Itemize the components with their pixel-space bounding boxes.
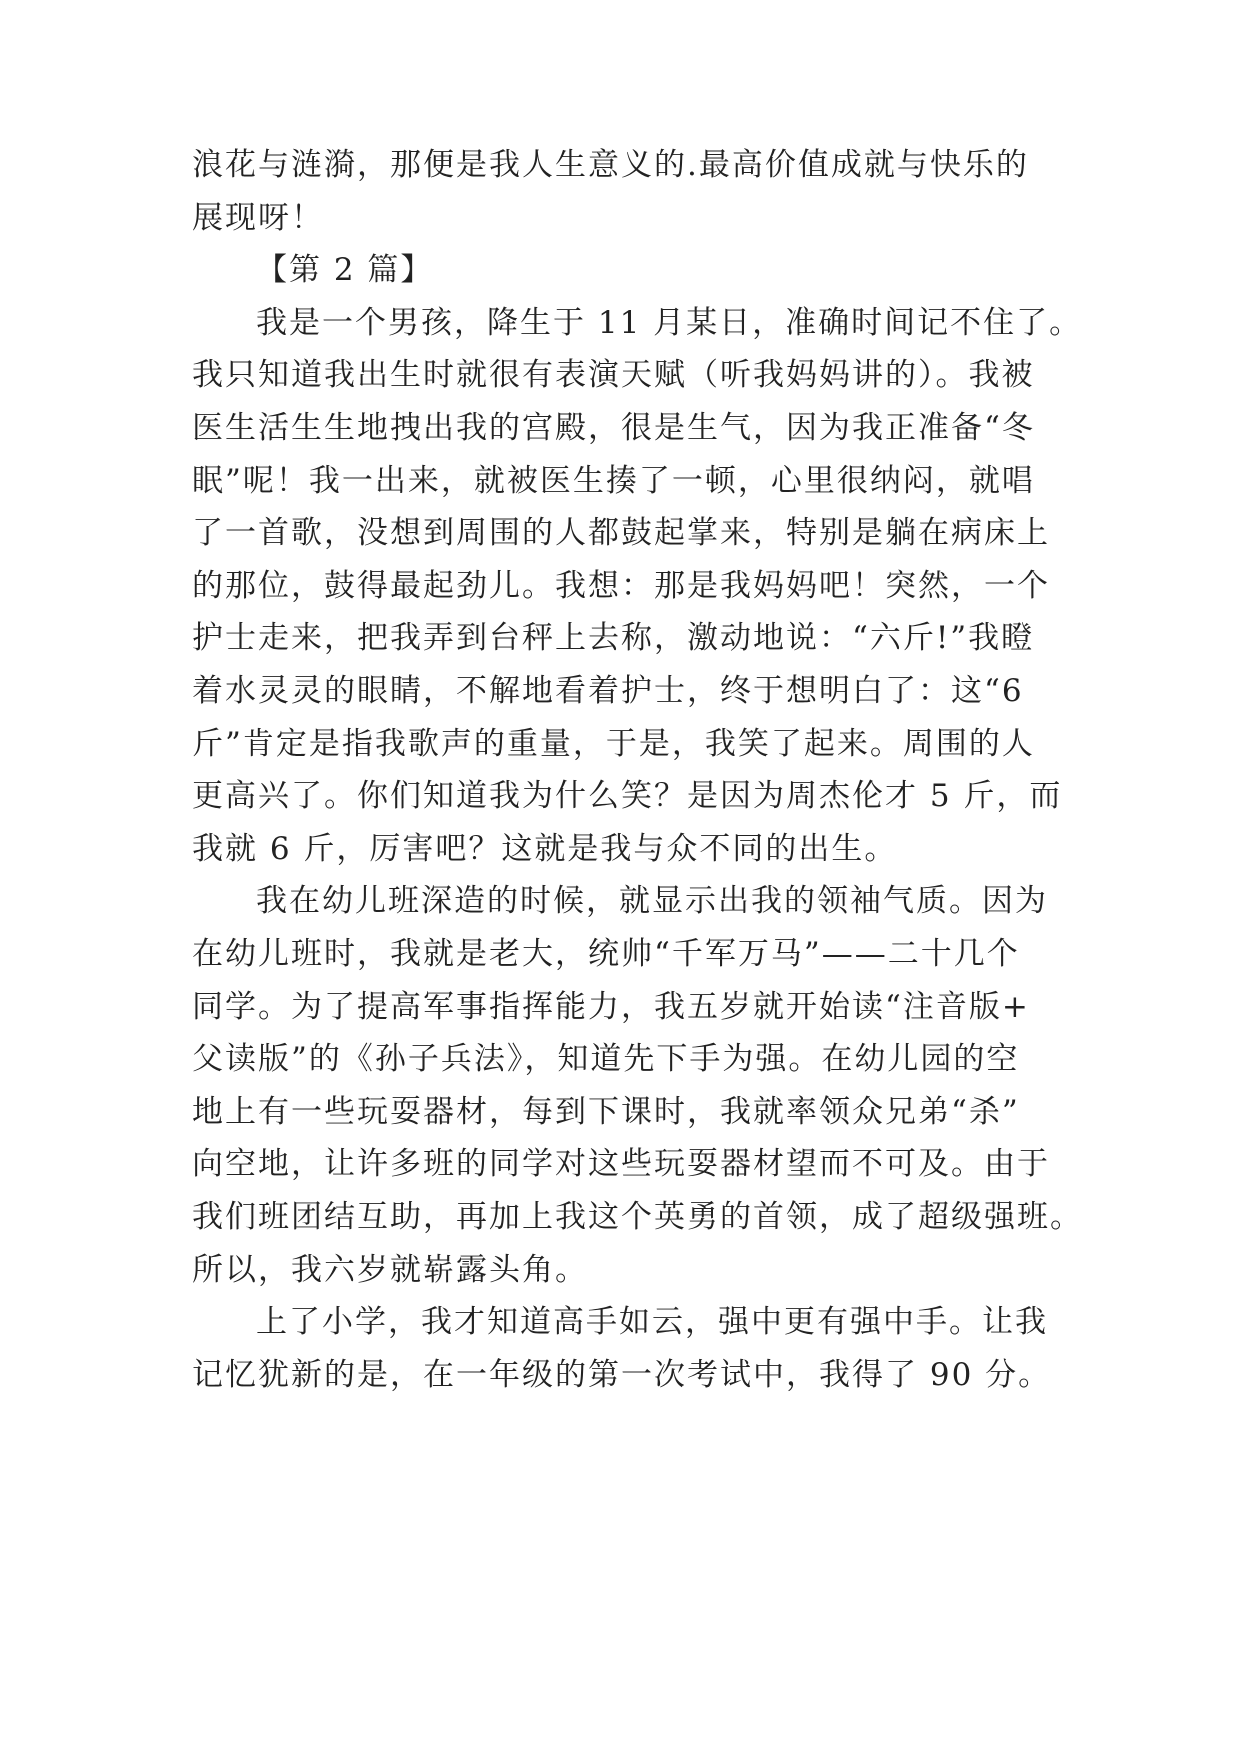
text-line: 我在幼儿班深造的时候，就显示出我的领袖气质。因为 <box>256 883 1048 919</box>
text-line: 眠”呢！我一出来，就被医生揍了一顿，心里很纳闷，就唱 <box>192 463 1035 499</box>
text-line: 斤”肯定是指我歌声的重量，于是，我笑了起来。周围的人 <box>192 726 1035 762</box>
text-line: 同学。为了提高军事指挥能力，我五岁就开始读“注音版+ <box>192 989 1030 1025</box>
text-line: 上了小学，我才知道高手如云，强中更有强中手。让我 <box>256 1304 1048 1340</box>
text-line: 父读版”的《孙子兵法》，知道先下手为强。在幼儿园的空 <box>192 1041 1020 1077</box>
text-line: 的那位，鼓得最起劲儿。我想：那是我妈妈吧！突然，一个 <box>192 568 1050 604</box>
text-line: 在幼儿班时，我就是老大，统帅“千军万马”——二十几个 <box>192 936 1020 972</box>
text-line: 我是一个男孩，降生于 11 月某日，准确时间记不住了。 <box>256 305 1083 341</box>
text-line: 医生活生生地拽出我的宫殿，很是生气，因为我正准备“冬 <box>192 410 1035 446</box>
text-line: 所以，我六岁就崭露头角。 <box>192 1252 588 1288</box>
text-line: 浪花与涟漪，那便是我人生意义的.最高价值成就与快乐的 <box>192 147 1029 183</box>
text-line: 了一首歌，没想到周围的人都鼓起掌来，特别是躺在病床上 <box>192 515 1050 551</box>
text-line: 【第 2 篇】 <box>256 252 434 288</box>
text-line: 向空地，让许多班的同学对这些玩耍器材望而不可及。由于 <box>192 1146 1050 1182</box>
text-line: 更高兴了。你们知道我为什么笑？是因为周杰伦才 5 斤，而 <box>192 778 1063 814</box>
text-line: 记忆犹新的是，在一年级的第一次考试中，我得了 90 分。 <box>192 1357 1052 1393</box>
text-line: 着水灵灵的眼睛，不解地看着护士，终于想明白了：这“6 <box>192 673 1024 709</box>
text-line: 护士走来，把我弄到台秤上去称，激动地说：“六斤!”我瞪 <box>192 620 1035 656</box>
text-line: 我只知道我出生时就很有表演天赋（听我妈妈讲的）。我被 <box>192 357 1035 393</box>
text-line: 我们班团结互助，再加上我这个英勇的首领，成了超级强班。 <box>192 1199 1083 1235</box>
text-line: 地上有一些玩耍器材，每到下课时，我就率领众兄弟“杀” <box>192 1094 1020 1130</box>
text-line: 我就 6 斤，厉害吧？这就是我与众不同的出生。 <box>192 831 898 867</box>
text-line: 展现呀！ <box>192 200 324 236</box>
